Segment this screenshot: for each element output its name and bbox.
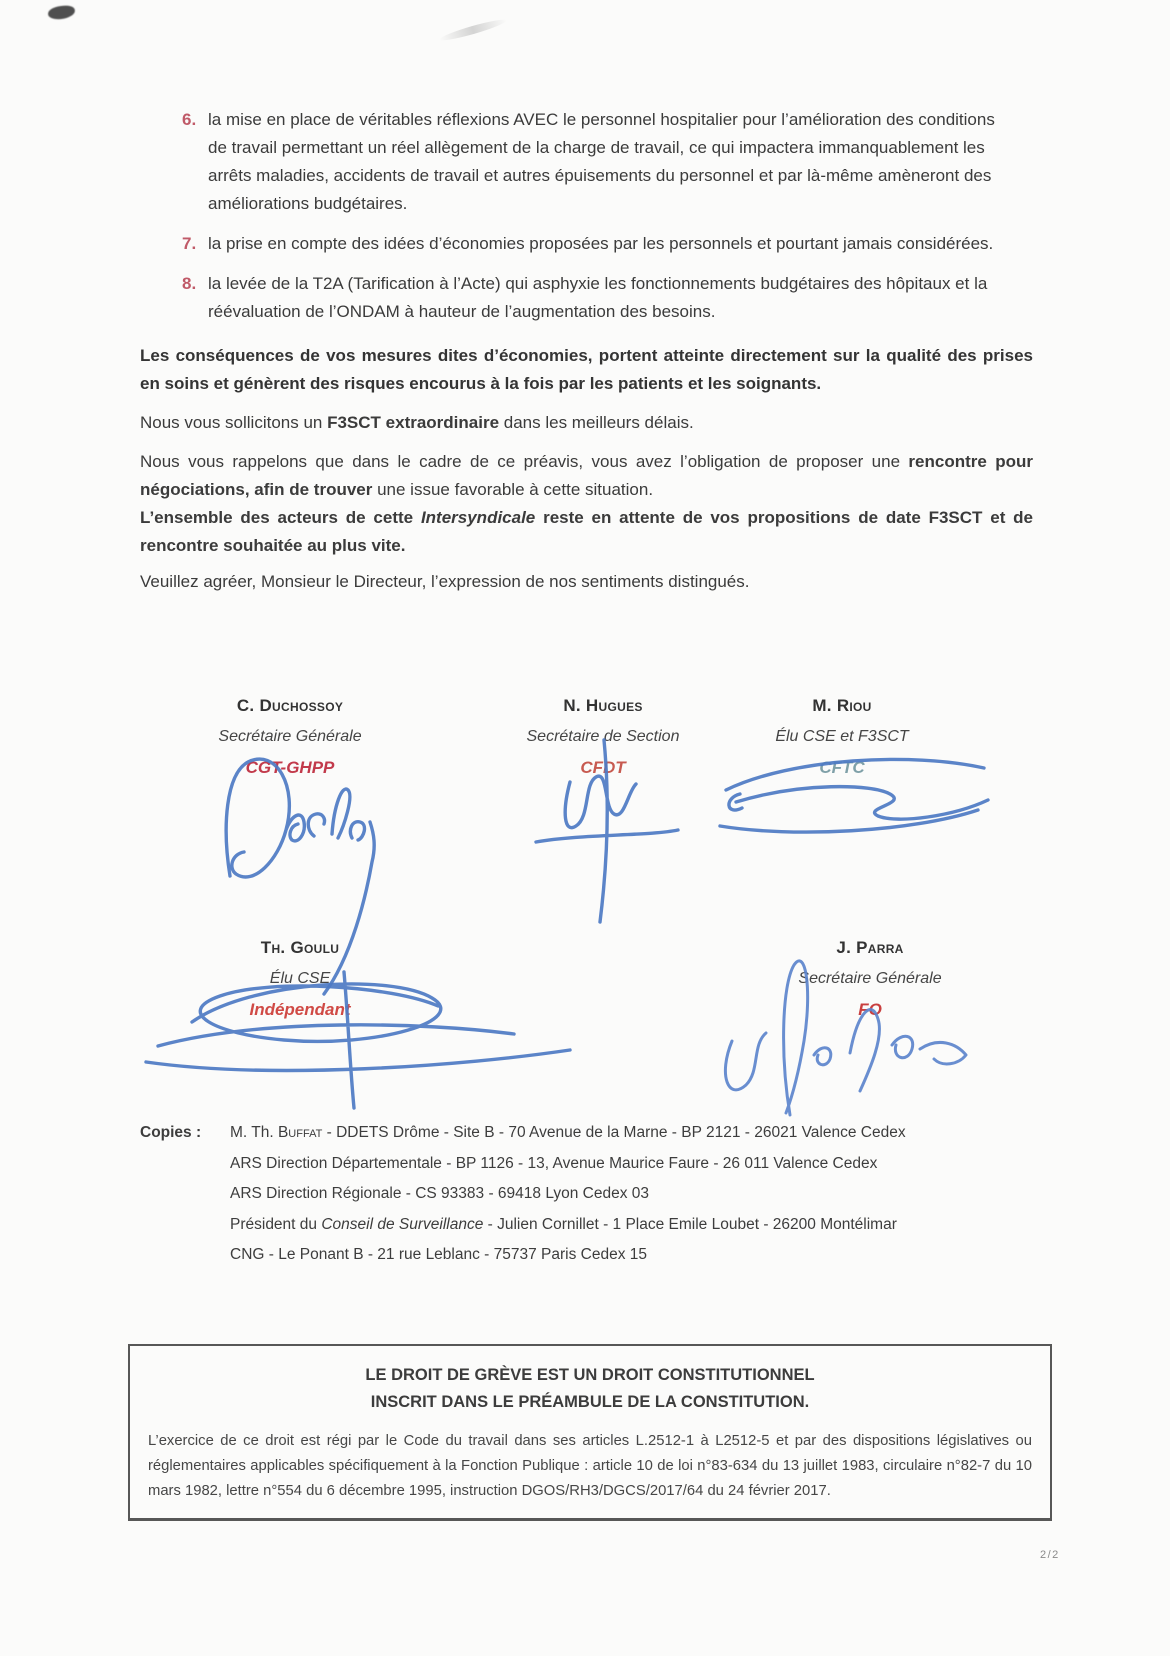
notice-title-line1: LE DROIT DE GRÈVE EST UN DROIT CONSTITUTIONNEL <box>365 1366 815 1384</box>
copies-line: CNG - Le Ponant B - 21 rue Leblanc - 75737 Paris Cedex 15 <box>230 1246 648 1263</box>
list-item-7 <box>182 230 1013 258</box>
signatory-union: FO <box>858 1000 882 1019</box>
signatory-title: Élu CSE et F3SCT <box>775 728 909 745</box>
copies-line: M. Th. Buffat - DDETS Drôme - Site B - 70 Avenue de la Marne - BP 2121 - 26021 Valence Cedex <box>230 1124 906 1141</box>
signatory-title: Élu CSE <box>269 970 331 987</box>
copies-list <box>230 1118 1045 1271</box>
list-item-text: la mise en place de véritables réflexions AVEC le personnel hospitalier pour l’amélioration des conditions de travail permettant un réel allègement de la charge de travail, ce qui impactera immanquablement les arrêts maladies, accidents de travail et autres épuisements du personnel et par là-même amèneront des améliorations budgétaires. <box>208 110 995 213</box>
scan-artifact <box>438 17 507 44</box>
signatory-union: CGT-GHPP <box>245 758 335 777</box>
signatory-title: Secrétaire Générale <box>798 970 942 987</box>
copies-line: Président du Conseil de Surveillance - Julien Cornillet - 1 Place Emile Loubet - 26200 Montélimar <box>230 1215 897 1233</box>
copies-line: ARS Direction Départementale - BP 1126 - 13, Avenue Maurice Faure - 26 011 Valence Cedex <box>230 1154 878 1172</box>
scan-artifact <box>47 5 75 21</box>
paragraph-consequences: Les conséquences de vos mesures dites d’économies, portent atteinte directement sur la qualité des prises en soins et génèrent des risques encourus à la fois par les patients et les soignants. <box>140 346 1033 393</box>
paragraph-closing-formula: Veuillez agréer, Monsieur le Directeur, l’expression de nos sentiments distingués. <box>140 572 750 591</box>
list-number: 8. <box>182 274 197 293</box>
list-item-text: la prise en compte des idées d’économies proposées par les personnels et pourtant jamais considérées. <box>208 234 994 253</box>
signatory-goulu <box>150 936 450 1021</box>
paragraph-f3sct-request: Nous vous sollicitons un F3SCT extraordinaire dans les meilleurs délais. <box>140 413 694 432</box>
signatory-name: J. Parra <box>836 938 904 957</box>
list-number: 7. <box>182 234 197 253</box>
copies-section <box>140 1118 1045 1271</box>
list-item-8 <box>182 270 1013 326</box>
copies-label: Copies : <box>140 1124 202 1141</box>
signatory-union: CFTC <box>819 758 865 777</box>
signatory-duchossoy <box>140 694 440 779</box>
list-item-6 <box>182 106 1013 218</box>
notice-body: L’exercice de ce droit est régi par le Code du travail dans ses articles L.2512-1 à L2512-5 et par des dispositions législatives ou réglementaires applicables spécifiquement à la Fonction Publique : article 10 de loi n°83-634 du 13 juillet 1983, circulaire n°82-7 du 10 mars 1982, lettre n°554 du 6 décembre 1995, instruction DGOS/RH3/DGCS/2017/64 du 24 février 2017. <box>148 1433 1032 1499</box>
signatory-union: CFDT <box>580 758 626 777</box>
copies-line: ARS Direction Régionale - CS 93383 - 69418 Lyon Cedex 03 <box>230 1185 650 1202</box>
letter-body <box>140 106 1033 607</box>
signatory-name: Th. Goulu <box>260 938 340 957</box>
notice-title-line2: INSCRIT DANS LE PRÉAMBULE DE LA CONSTITUTION. <box>370 1393 810 1411</box>
signatory-riou <box>712 694 972 779</box>
signatory-name: M. Riou <box>812 696 872 715</box>
paragraph-obligation: Nous vous rappelons que dans le cadre de ce préavis, vous avez l’obligation de proposer une rencontre pour négociations, afin de trouver une issue favorable à cette situation. <box>140 452 1033 499</box>
paragraph-intersyndicale: L’ensemble des acteurs de cette Intersyndicale reste en attente de vos propositions de date F3SCT et de rencontre souhaitée au plus vite. <box>140 508 1034 555</box>
signatory-parra <box>700 936 1040 1021</box>
signatory-hugues <box>455 694 751 779</box>
list-item-text: la levée de la T2A (Tarification à l’Acte) qui asphyxie les fonctionnements budgétaires des hôpitaux et la réévaluation de l’ONDAM à hauteur de l’augmentation des besoins. <box>208 274 988 321</box>
legal-notice-box <box>128 1344 1052 1521</box>
page-number: 2/2 <box>1040 1549 1060 1561</box>
signatory-union: Indépendant <box>249 1000 351 1019</box>
signatory-name: N. Hugues <box>563 696 643 715</box>
signatory-title: Secrétaire Générale <box>218 728 362 745</box>
list-number: 6. <box>182 110 197 129</box>
signatory-title: Secrétaire de Section <box>526 728 680 745</box>
signatory-name: C. Duchossoy <box>236 696 344 715</box>
